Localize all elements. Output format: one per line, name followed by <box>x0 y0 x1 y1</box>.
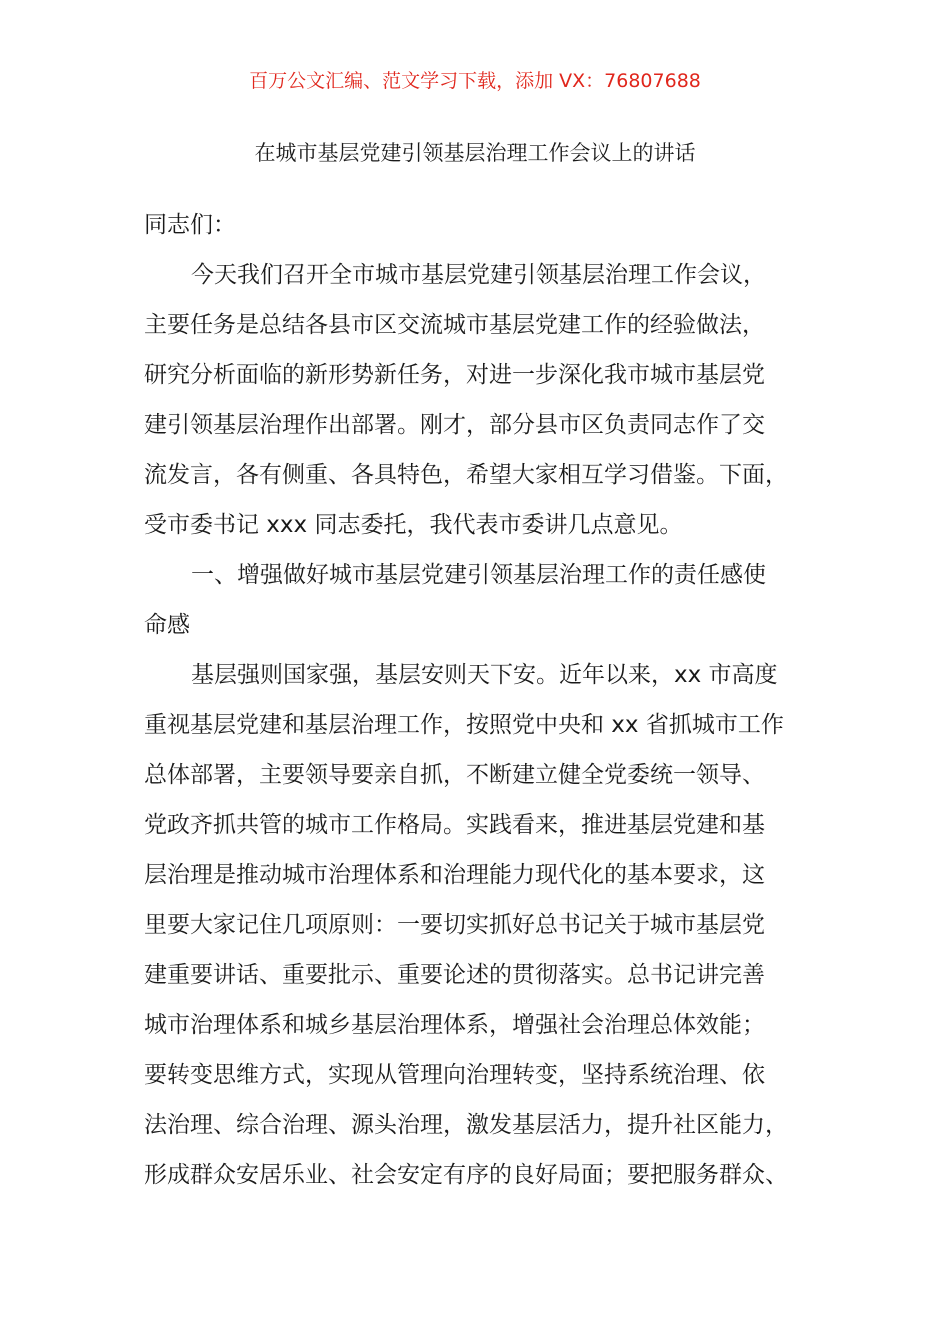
paragraph-line: 党政齐抓共管的城市工作格局。实践看来，推进基层党建和基 <box>144 812 765 838</box>
section-heading-line: 命感 <box>144 612 190 638</box>
paragraph-line: 流发言，各有侧重、各具特色，希望大家相互学习借鉴。下面， <box>144 462 788 488</box>
document-title: 在城市基层党建引领基层治理工作会议上的讲话 <box>254 141 696 165</box>
paragraph-line: 基层强则国家强，基层安则天下安。近年以来，xx 市高度 <box>191 662 778 688</box>
paragraph-line: 里要大家记住几项原则：一要切实抓好总书记关于城市基层党 <box>144 912 765 938</box>
paragraph-line: 受市委书记 xxx 同志委托，我代表市委讲几点意见。 <box>144 512 683 538</box>
paragraph-line: 总体部署，主要领导要亲自抓，不断建立健全党委统一领导、 <box>144 762 765 788</box>
salutation: 同志们： <box>144 212 236 238</box>
paragraph-line: 建重要讲话、重要批示、重要论述的贯彻落实。总书记讲完善 <box>144 962 765 988</box>
paragraph-line: 主要任务是总结各县市区交流城市基层党建工作的经验做法， <box>144 312 765 338</box>
paragraph-line: 层治理是推动城市治理体系和治理能力现代化的基本要求，这 <box>144 862 765 888</box>
paragraph-line: 重视基层党建和基层治理工作，按照党中央和 xx 省抓城市工作 <box>144 712 784 738</box>
paragraph-line: 建引领基层治理作出部署。刚才，部分县市区负责同志作了交 <box>144 412 765 438</box>
paragraph-line: 研究分析面临的新形势新任务，对进一步深化我市城市基层党 <box>144 362 765 388</box>
paragraph-line: 城市治理体系和城乡基层治理体系，增强社会治理总体效能； <box>144 1012 765 1038</box>
watermark-header: 百万公文汇编、范文学习下载，添加 VX：76807688 <box>249 70 701 92</box>
paragraph-line: 形成群众安居乐业、社会安定有序的良好局面；要把服务群众、 <box>144 1162 788 1188</box>
document-body <box>144 200 834 1200</box>
paragraph-line: 要转变思维方式，实现从管理向治理转变，坚持系统治理、依 <box>144 1062 765 1088</box>
paragraph-line: 今天我们召开全市城市基层党建引领基层治理工作会议， <box>191 262 766 288</box>
paragraph-line: 法治理、综合治理、源头治理，激发基层活力，提升社区能力， <box>144 1112 788 1138</box>
section-heading-line: 一、增强做好城市基层党建引领基层治理工作的责任感使 <box>191 562 766 588</box>
